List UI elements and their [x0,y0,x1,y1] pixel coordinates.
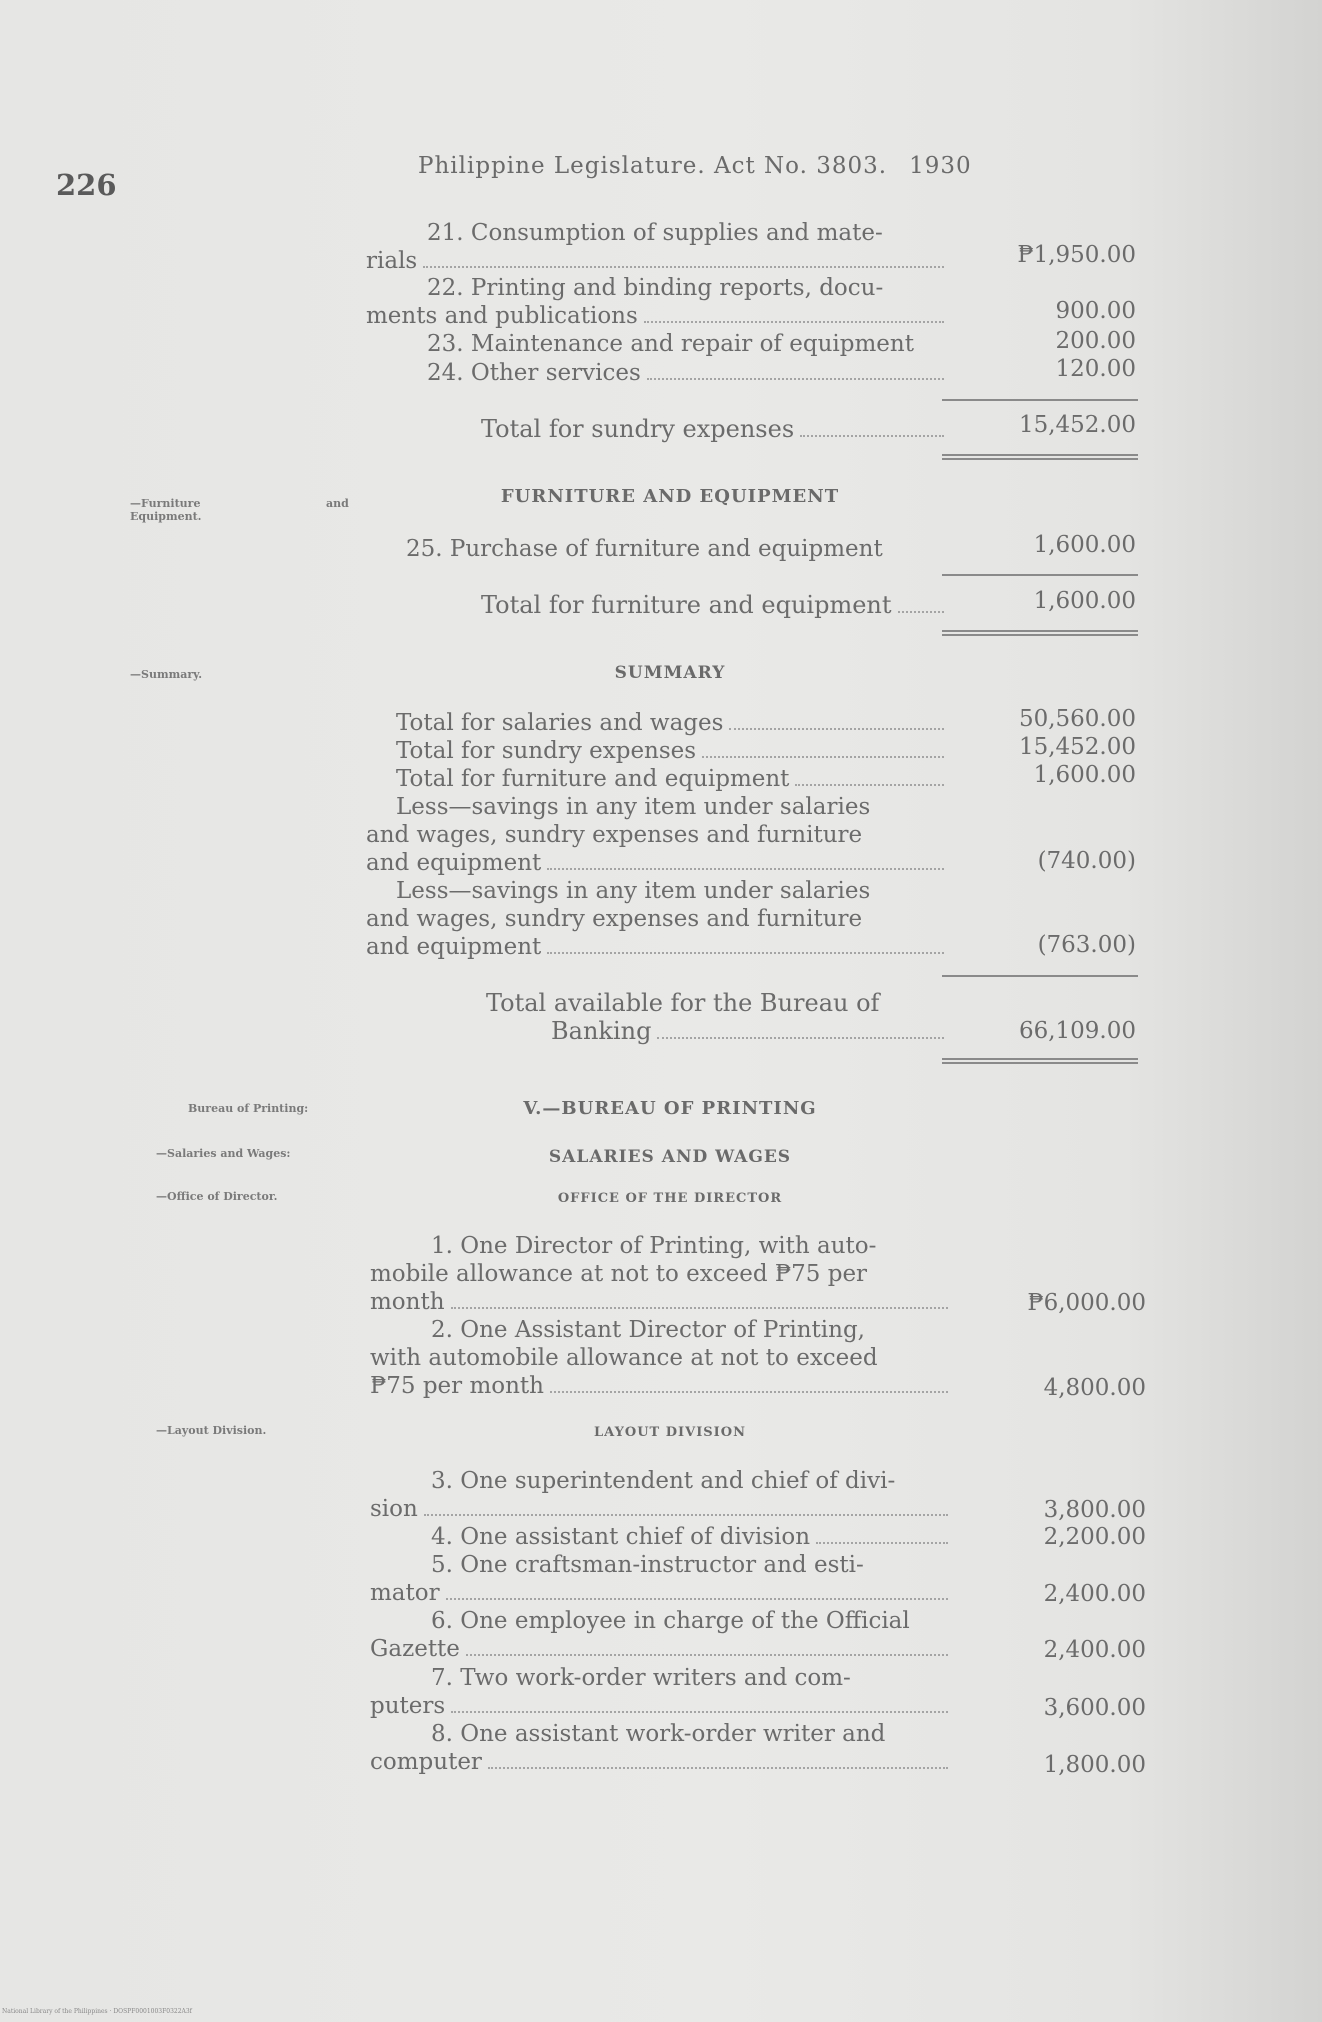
layout-amount-8: 1,800.00 [1043,1752,1146,1778]
rule [942,574,1138,576]
layout-amount-5: 2,400.00 [1043,1581,1146,1607]
margin-note-salaries-wages: —Salaries and Wages: [156,1147,291,1160]
rule [942,975,1138,977]
layout-item-7: 7. Two work-order writers and com- puters [370,1664,952,1720]
layout-item-6: 6. One employee in charge of the Official Gazette [370,1607,952,1663]
margin-note-summary: —Summary. [130,668,203,681]
sundry-item-22: 22. Printing and binding reports, docu- ments and publications [366,274,948,330]
layout-item-3: 3. One superintendent and chief of divi- sion [370,1467,952,1523]
sundry-amount-22: 900.00 [1055,298,1136,324]
layout-amount-3: 3,800.00 [1043,1497,1146,1523]
running-head-year: 1930 [909,153,972,179]
scan-footer: National Library of the Philippines · DOSPF0001003F0322A3f [2,2008,192,2015]
summary-less-1-amount: (740.00) [1037,848,1136,874]
margin-note-bureau-printing: Bureau of Printing: [188,1102,309,1115]
summary-less-1: Less—savings in any item under salaries and wages, sundry expenses and furniture and equipment [366,793,948,877]
margin-note-furniture: —Furniture and Equipment. [130,497,349,523]
printing-item-1: 1. One Director of Printing, with auto- mobile allowance at not to exceed ₱75 per month [370,1232,952,1316]
printing-amount-1: ₱6,000.00 [1027,1290,1146,1316]
summary-less-2: Less—savings in any item under salaries and wages, sundry expenses and furniture and equipment [366,877,948,961]
summary-line-furniture: Total for furniture and equipment [366,765,948,793]
summary-amount-sundry: 15,452.00 [1018,734,1136,760]
running-head-title: Philippine Legislature. Act No. 3803. [418,153,888,179]
layout-amount-6: 2,400.00 [1043,1637,1146,1663]
summary-amount-salaries: 50,560.00 [1018,706,1136,732]
furniture-heading: FURNITURE AND EQUIPMENT [500,486,840,507]
sundry-item-23: 23. Maintenance and repair of equipment [427,331,914,357]
margin-note-layout-division: —Layout Division. [156,1424,267,1437]
summary-heading: SUMMARY [614,663,726,683]
sundry-item-21: 21. Consumption of supplies and mate- rials [366,219,948,275]
printing-item-2: 2. One Assistant Director of Printing, with automobile allowance at not to exceed ₱75 per month [370,1316,952,1400]
double-rule [942,630,1138,636]
layout-item-5: 5. One craftsman-instructor and esti- mator [370,1551,952,1607]
sundry-item-24: 24. Other services [366,359,948,387]
summary-line-salaries: Total for salaries and wages [366,709,948,737]
furniture-total: Total for furniture and equipment [366,591,948,619]
furniture-total-amount: 1,600.00 [1033,588,1136,614]
layout-amount-7: 3,600.00 [1043,1695,1146,1721]
summary-line-sundry: Total for sundry expenses [366,737,948,765]
sundry-total: Total for sundry expenses [366,415,948,443]
margin-note-office-director: —Office of Director. [156,1190,278,1203]
furniture-item-amount: 1,600.00 [1033,532,1136,558]
sundry-amount-21: ₱1,950.00 [1017,242,1136,268]
office-heading: OFFICE OF THE DIRECTOR [557,1191,783,1206]
summary-total-amount: 66,109.00 [1018,1018,1136,1044]
layout-item-4: 4. One assistant chief of division [370,1523,952,1551]
running-head [418,153,972,179]
sundry-amount-24: 120.00 [1055,356,1136,382]
salaries-heading: SALARIES AND WAGES [548,1147,792,1167]
rule [942,399,1138,401]
layout-amount-4: 2,200.00 [1043,1524,1146,1550]
page-number: 226 [56,168,117,202]
furniture-item-25: 25. Purchase of furniture and equipment [406,536,883,562]
sundry-total-amount: 15,452.00 [1018,412,1136,438]
summary-total: Total available for the Bureau of Banking [366,989,948,1045]
printing-amount-2: 4,800.00 [1043,1375,1146,1401]
summary-amount-furniture: 1,600.00 [1033,762,1136,788]
sundry-amount-23: 200.00 [1055,328,1136,354]
layout-heading: LAYOUT DIVISION [594,1425,746,1440]
printing-heading: V.—BUREAU OF PRINTING [523,1098,817,1119]
layout-item-8: 8. One assistant work-order writer and computer [370,1720,952,1776]
double-rule [942,454,1138,460]
summary-less-2-amount: (763.00) [1037,932,1136,958]
double-rule [942,1058,1138,1064]
